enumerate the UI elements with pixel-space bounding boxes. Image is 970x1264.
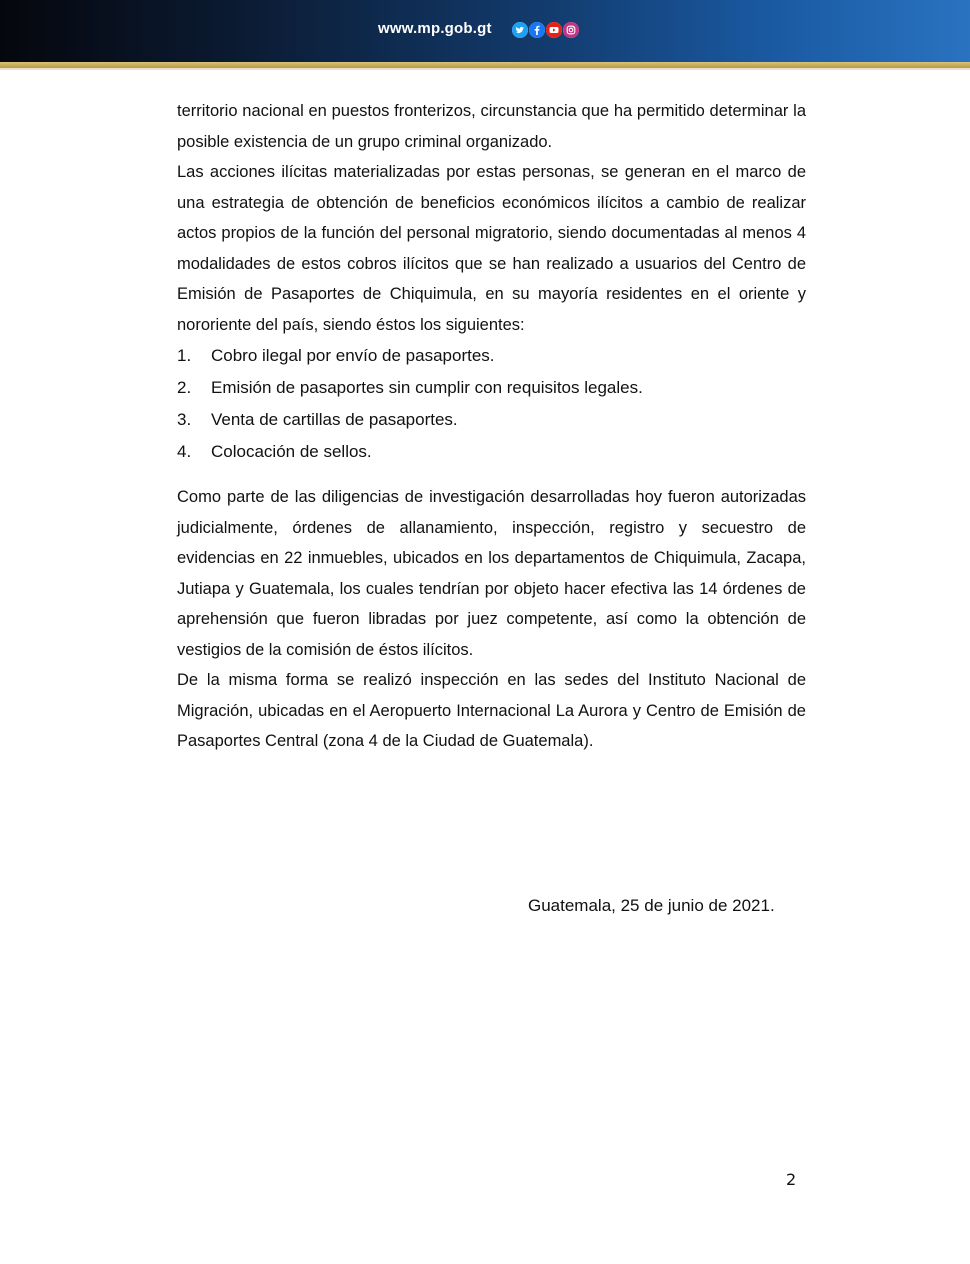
instagram-icon[interactable] bbox=[563, 22, 579, 38]
list-item bbox=[177, 404, 806, 436]
facebook-icon[interactable] bbox=[529, 22, 545, 38]
list-item-number: 1. bbox=[177, 346, 192, 365]
document-body bbox=[177, 96, 806, 757]
modalidades-list bbox=[177, 340, 806, 468]
header-divider-highlight bbox=[0, 68, 970, 70]
page-number: 2 bbox=[786, 1170, 797, 1189]
site-url-link[interactable]: www.mp.gob.gt bbox=[378, 20, 492, 37]
list-item-text: Emisión de pasaportes sin cumplir con requisitos legales. bbox=[211, 378, 643, 397]
twitter-icon[interactable] bbox=[512, 22, 528, 38]
list-item bbox=[177, 340, 806, 372]
paragraph-acciones: Las acciones ilícitas materializadas por estas personas, se generan en el marco de una estrategia de obtención de beneficios económicos ilícitos a cambio de realizar actos propios de la función del personal migratorio, siendo documentadas al menos 4 modalidades de estos cobros ilícitos que se han realizado a usuarios del Centro de Emisión de Pasaportes de Chiquimula, en su mayoría residentes en el oriente y nororiente del país, siendo éstos los siguientes: bbox=[177, 163, 806, 334]
list-item-text: Cobro ilegal por envío de pasaportes. bbox=[211, 346, 495, 365]
list-item bbox=[177, 436, 806, 468]
list-item-number: 2. bbox=[177, 378, 192, 397]
list-item-number: 4. bbox=[177, 442, 192, 461]
list-item-text: Colocación de sellos. bbox=[211, 442, 372, 461]
date-line: Guatemala, 25 de junio de 2021. bbox=[528, 896, 775, 915]
paragraph-intro: territorio nacional en puestos fronterizos, circunstancia que ha permitido determinar la posible existencia de un grupo criminal organizado. bbox=[177, 102, 806, 151]
paragraph-diligencias: Como parte de las diligencias de investigación desarrolladas hoy fueron autorizadas judicialmente, órdenes de allanamiento, inspección, registro y secuestro de evidencias en 22 inmuebles, ubicados en los departamentos de Chiquimula, Zacapa, Jutiapa y Guatemala, los cuales tendrían por objeto hacer efectiva las 14 órdenes de aprehensión que fueron libradas por juez competente, así como la obtención de vestigios de la comisión de éstos ilícitos. bbox=[177, 488, 806, 659]
paragraph-inspeccion: De la misma forma se realizó inspección en las sedes del Instituto Nacional de Migración, ubicadas en el Aeropuerto Internacional La Aurora y Centro de Emisión de Pasaportes Central (zona 4 de la Ciudad de Guatemala). bbox=[177, 671, 806, 750]
list-item bbox=[177, 372, 806, 404]
youtube-icon[interactable] bbox=[546, 22, 562, 38]
social-icons bbox=[512, 22, 579, 38]
list-item-number: 3. bbox=[177, 410, 192, 429]
list-item-text: Venta de cartillas de pasaportes. bbox=[211, 410, 458, 429]
